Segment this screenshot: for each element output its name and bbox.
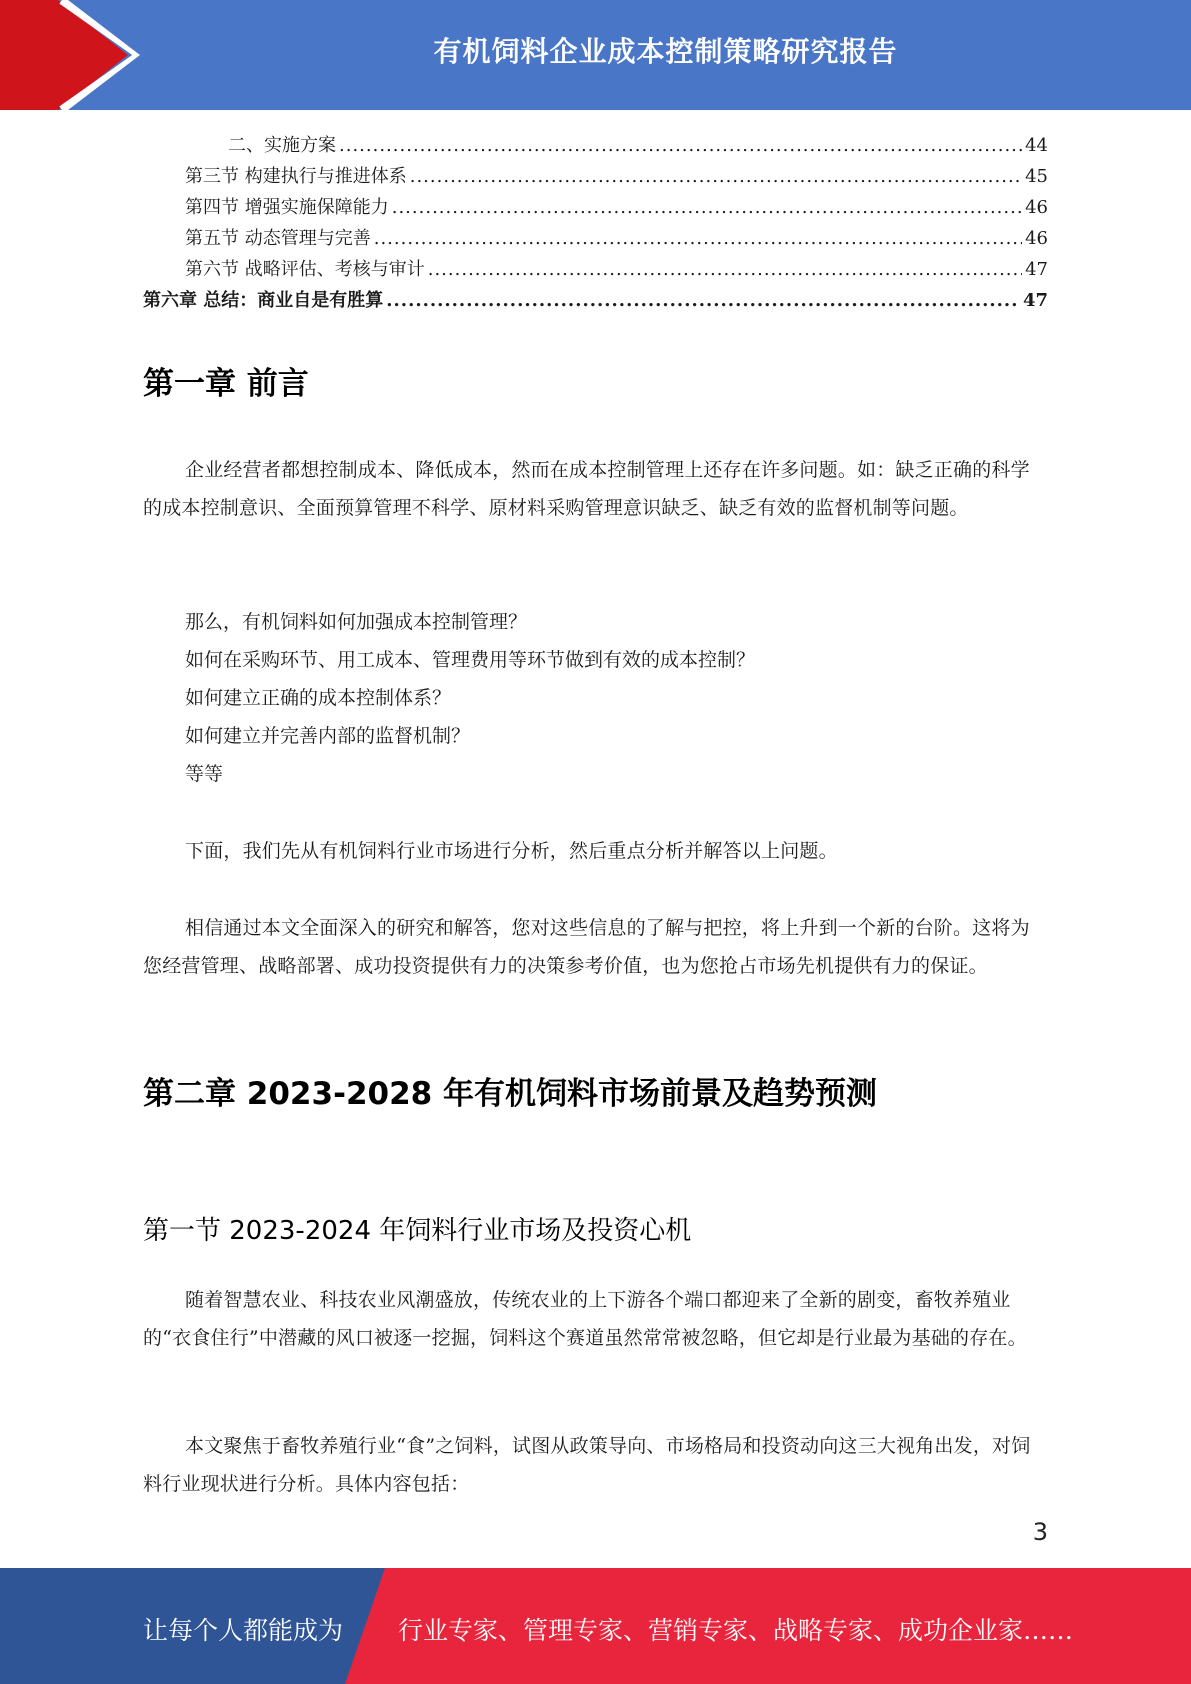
footer-band [0,1568,1191,1684]
header-band [0,0,1191,110]
toc-leader-dots [392,192,1022,223]
list-item: 那么，有机饲料如何加强成本控制管理？ [185,611,528,633]
list-item: 如何在采购环节、用工成本、管理费用等环节做到有效的成本控制？ [185,649,756,671]
section-1-heading: 第一节 2023-2024 年饲料行业市场及投资心机 [143,1216,692,1246]
toc-entry-page: 46 [1025,228,1048,249]
toc-entry-label: 二、实施方案 [228,135,336,156]
toc-entry-page: 45 [1025,166,1048,187]
toc-entry[interactable] [143,285,1048,316]
chapter-1-heading: 第一章 前言 [143,366,309,402]
toc-leader-dots [386,285,1020,316]
toc-leader-dots [374,223,1022,254]
page-number: 3 [1032,1518,1048,1546]
toc-leader-dots [410,161,1022,192]
toc-entry-label: 第五节 动态管理与完善 [185,228,371,249]
toc-entry[interactable] [143,223,1048,254]
chapter-2-paragraph-1: 随着智慧农业、科技农业风潮盛放，传统农业的上下游各个端口都迎来了全新的剧变，畜牧养殖业的“衣食住行”中潜藏的风口被逐一挖掘，饲料这个赛道虽然常常被忽略，但它却是行业最为基础的存在。 [143,1289,1027,1349]
footer-slogan-left: 让每个人都能成为 [143,1616,344,1645]
toc-entry-label: 第六节 战略评估、考核与审计 [185,259,425,280]
toc-entry[interactable] [143,130,1048,161]
list-item: 如何建立并完善内部的监督机制？ [185,725,471,747]
list-item: 等等 [185,763,224,785]
chapter-1-paragraph-2: 下面，我们先从有机饲料行业市场进行分析，然后重点分析并解答以上问题。 [185,840,838,862]
toc-entry[interactable] [143,254,1048,285]
report-title: 有机饲料企业成本控制策略研究报告 [433,35,898,68]
chapter-2-heading: 第二章 2023-2028 年有机饲料市场前景及趋势预测 [143,1076,878,1112]
table-of-contents [143,130,1048,316]
chapter-2-paragraph-2: 本文聚焦于畜牧养殖行业“食”之饲料，试图从政策导向、市场格局和投资动向这三大视角出发，对饲料行业现状进行分析。具体内容包括： [143,1435,1031,1495]
toc-entry-page: 46 [1025,197,1048,218]
toc-entry-label: 第四节 增强实施保障能力 [185,197,389,218]
toc-entry[interactable] [143,161,1048,192]
chevron-arrow-icon [0,0,160,110]
toc-entry-label: 第六章 总结：商业自是有胜算 [143,290,384,311]
toc-entry-page: 47 [1022,290,1048,311]
toc-leader-dots [428,254,1022,285]
list-item: 如何建立正确的成本控制体系？ [185,687,452,709]
toc-leader-dots [339,130,1022,161]
toc-entry-label: 第三节 构建执行与推进体系 [185,166,407,187]
chapter-1-paragraph-3: 相信通过本文全面深入的研究和解答，您对这些信息的了解与把控，将上升到一个新的台阶。这将为您经营管理、战略部署、成功投资提供有力的决策参考价值，也为您抢占市场先机提供有力的保证。 [143,917,1030,977]
footer-slogan-right: 行业专家、管理专家、营销专家、战略专家、成功企业家…… [398,1616,1074,1645]
toc-entry[interactable] [143,192,1048,223]
toc-entry-page: 47 [1025,259,1048,280]
question-list [185,603,755,793]
toc-entry-page: 44 [1025,135,1048,156]
chapter-1-paragraph-1: 企业经营者都想控制成本、降低成本，然而在成本控制管理上还存在许多问题。如：缺乏正确的科学的成本控制意识、全面预算管理不科学、原材料采购管理意识缺乏、缺乏有效的监督机制等问题。 [143,459,1030,519]
